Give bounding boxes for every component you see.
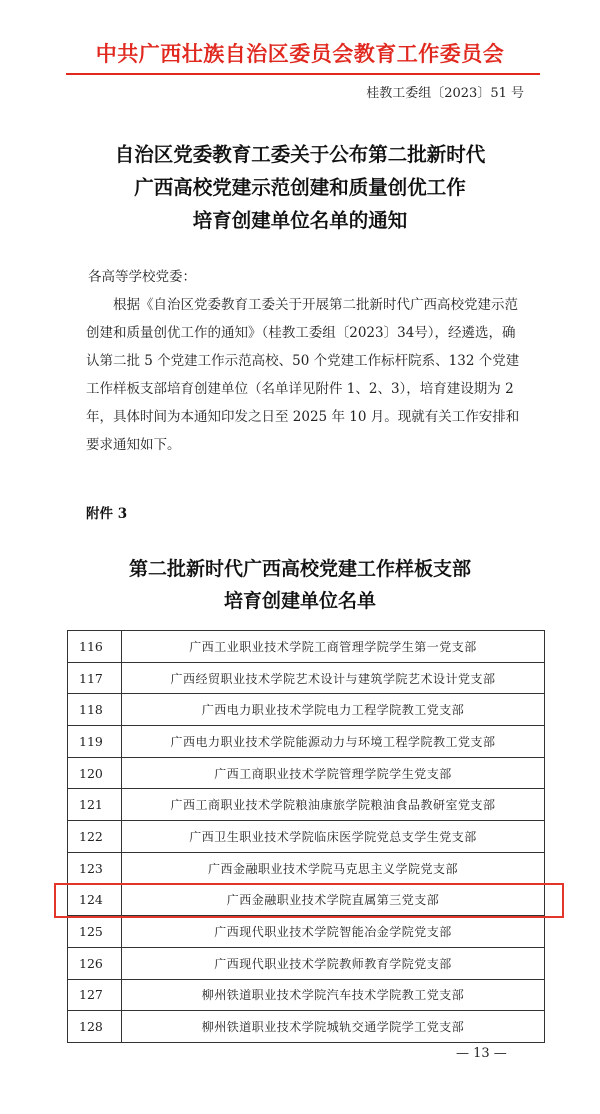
table-row [68, 726, 545, 758]
unit-name: 柳州铁道职业技术学院汽车技术学院教工党支部 [122, 979, 545, 1011]
table-row [68, 947, 545, 979]
table-row [68, 789, 545, 821]
body-paragraph: 根据《自治区党委教育工委关于开展第二批新时代广西高校党建示范创建和质量创优工作的通知》（桂教工委组〔2023〕34号），经遴选，确认第二批 5 个党建工作示范高校、50 个党建工作标杆院系、132 个党建工作样板支部培育创建单位（名单详见附件 1、2、3），培育建设期为 2 年，具体时间为本通知印发之日至 2025 年 10 月。现就有关工作安排和要求通知如下。 [86, 297, 520, 453]
list-title [0, 553, 600, 617]
row-number: 121 [68, 789, 122, 821]
row-number: 119 [68, 726, 122, 758]
row-number: 123 [68, 852, 122, 884]
row-number: 116 [68, 631, 122, 663]
row-number: 125 [68, 916, 122, 948]
unit-name: 广西卫生职业技术学院临床医学院党总支学生党支部 [122, 821, 545, 853]
table-row [68, 852, 545, 884]
row-number: 117 [68, 662, 122, 694]
unit-name: 广西电力职业技术学院能源动力与环境工程学院教工党支部 [122, 726, 545, 758]
notice-body [86, 263, 522, 459]
table-row [68, 1011, 545, 1043]
notice-title-line: 培育创建单位名单的通知 [192, 209, 408, 232]
table-row [68, 757, 545, 789]
unit-name: 广西电力职业技术学院电力工程学院教工党支部 [122, 694, 545, 726]
table-row [68, 631, 545, 663]
unit-list-table [67, 630, 545, 1043]
table-row [68, 662, 545, 694]
table-row [68, 694, 545, 726]
unit-name: 柳州铁道职业技术学院城轨交通学院学工党支部 [122, 1011, 545, 1043]
unit-name: 广西工商职业技术学院管理学院学生党支部 [122, 757, 545, 789]
page-number: — 13 — [456, 1046, 507, 1061]
attachment-label: 附件 3 [86, 506, 128, 522]
highlight-box [54, 883, 564, 918]
table-row [68, 916, 545, 948]
row-number: 118 [68, 694, 122, 726]
notice-title-line: 广西高校党建示范创建和质量创优工作 [134, 176, 466, 199]
issuer-header: 中共广西壮族自治区委员会教育工作委员会 [95, 41, 505, 66]
unit-name: 广西经贸职业技术学院艺术设计与建筑学院艺术设计党支部 [122, 662, 545, 694]
unit-name: 广西现代职业技术学院智能冶金学院党支部 [122, 916, 545, 948]
table-row [68, 821, 545, 853]
unit-name: 广西金融职业技术学院直属第三党支部 [122, 884, 545, 916]
document-number: 桂教工委组〔2023〕51 号 [366, 86, 524, 101]
list-title-line: 培育创建单位名单 [223, 590, 376, 612]
red-divider-line [66, 73, 540, 75]
unit-name: 广西现代职业技术学院教师教育学院党支部 [122, 947, 545, 979]
unit-name: 广西工商职业技术学院粮油康旅学院粮油食品教研室党支部 [122, 789, 545, 821]
row-number: 128 [68, 1011, 122, 1043]
row-number: 126 [68, 947, 122, 979]
notice-title [0, 138, 600, 237]
row-number: 127 [68, 979, 122, 1011]
unit-name: 广西金融职业技术学院马克思主义学院党支部 [122, 852, 545, 884]
list-title-line: 第二批新时代广西高校党建工作样板支部 [128, 558, 471, 580]
salutation: 各高等学校党委： [88, 269, 196, 285]
row-number: 120 [68, 757, 122, 789]
row-number: 122 [68, 821, 122, 853]
table-row [68, 979, 545, 1011]
unit-name: 广西工业职业技术学院工商管理学院学生第一党支部 [122, 631, 545, 663]
notice-title-line: 自治区党委教育工委关于公布第二批新时代 [114, 143, 486, 166]
row-number: 124 [68, 884, 122, 916]
